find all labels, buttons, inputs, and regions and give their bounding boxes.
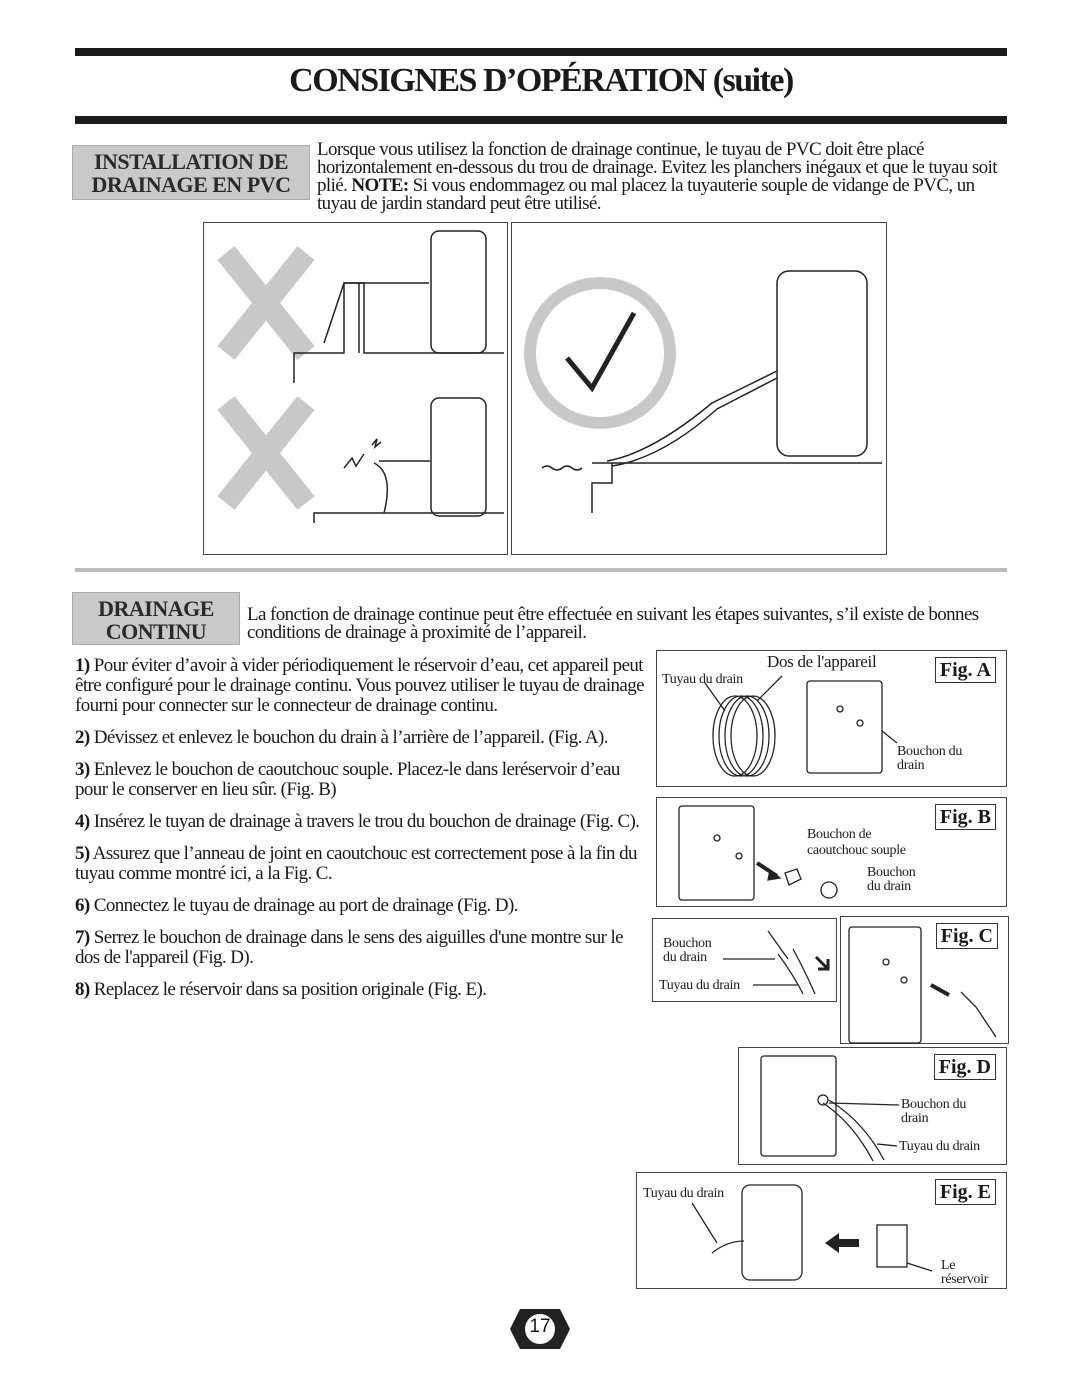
section-divider xyxy=(75,568,1007,572)
step-text: Replacez le réservoir dans sa position originale (Fig. E). xyxy=(89,979,487,1000)
step-text: Pour éviter d’avoir à vider périodiquement le réservoir d’eau, cet appareil peut être configuré pour le drainage continu. Vous pouvez utiliser le tuyau de drainage fourni pour connecter sur le connecteur de drainage continu. xyxy=(75,655,644,716)
fig-b-cao: Bouchon de xyxy=(807,827,872,842)
fig-a-label: Fig. A xyxy=(935,657,996,683)
fig-a-tuyau: Tuyau du drain xyxy=(662,672,743,687)
fig-b-label: Fig. B xyxy=(935,804,996,830)
fig-e-drawing xyxy=(637,1173,1006,1288)
fig-c-hose xyxy=(652,918,837,1002)
step-text: Connectez le tuyau de drainage au port de drainage (Fig. D). xyxy=(89,895,518,916)
fig-c xyxy=(840,916,1009,1044)
fig-b-bouchon: Bouchon xyxy=(867,865,916,880)
continu-heading-line1: DRAINAGE xyxy=(98,596,214,621)
step xyxy=(75,844,645,884)
fig-e-reservoir: Le xyxy=(941,1258,956,1273)
continu-intro: La fonction de drainage continue peut être effectuée en suivant les étapes suivantes, s’il existe de bonnes conditions de drainage à proximité de l’appareil. xyxy=(247,604,979,643)
fig-c-bouchon: Bouchon xyxy=(663,936,712,951)
fig-e-tuyau: Tuyau du drain xyxy=(643,1186,724,1201)
wrong-install-panel xyxy=(203,222,508,555)
pvc-heading xyxy=(72,145,310,200)
step-number: 4) xyxy=(75,811,90,832)
step-text: Insérez le tuyan de drainage à travers le trou du bouchon de drainage (Fig. C). xyxy=(89,811,640,832)
continu-heading xyxy=(72,592,240,645)
fig-b-cao-2: caoutchouc souple xyxy=(807,843,906,858)
fig-e-reservoir-2: réservoir xyxy=(941,1272,989,1287)
step xyxy=(75,896,645,916)
step xyxy=(75,656,645,716)
note-label: NOTE: xyxy=(351,175,409,196)
fig-d-drawing xyxy=(739,1048,1006,1164)
fig-d-bouchon-2: drain xyxy=(901,1111,929,1126)
pvc-paragraph xyxy=(317,141,1007,213)
fig-e xyxy=(636,1172,1007,1289)
step-number: 5) xyxy=(75,843,90,864)
fig-a-bouchon-2: drain xyxy=(897,758,925,773)
fig-a-drawing xyxy=(657,651,1006,786)
fig-b xyxy=(656,797,1007,907)
step-text: Assurez que l’anneau de joint en caoutchouc est correctement pose à la fin du tuyau comme montré ici, a la Fig. C. xyxy=(75,843,637,884)
top-rule xyxy=(75,48,1007,56)
fig-b-bouchon-2: du drain xyxy=(867,879,911,894)
step-text: Dévissez et enlevez le bouchon du drain à l’arrière de l’appareil. (Fig. A). xyxy=(89,727,608,748)
step-number: 2) xyxy=(75,727,90,748)
fig-c-label: Fig. C xyxy=(936,923,998,949)
correct-install-panel xyxy=(511,222,887,555)
step-number: 6) xyxy=(75,895,90,916)
wrong-install-illustration xyxy=(204,223,507,554)
fig-a-dos: Dos de l'appareil xyxy=(767,652,877,671)
fig-d xyxy=(738,1047,1007,1165)
step-number: 7) xyxy=(75,927,90,948)
fig-d-tuyau: Tuyau du drain xyxy=(899,1139,980,1154)
continu-heading-line2: CONTINU xyxy=(105,619,207,644)
step-number: 3) xyxy=(75,759,90,780)
step xyxy=(75,928,645,968)
step xyxy=(75,760,645,800)
fig-d-bouchon: Bouchon du xyxy=(901,1097,967,1112)
page-title: CONSIGNES D’OPÉRATION (suite) xyxy=(289,62,793,99)
step-text: Serrez le bouchon de drainage dans le sens des aiguilles d'une montre sur le dos de l'appareil (Fig. D). xyxy=(75,927,624,968)
pvc-note-text: Si vous endommagez ou mal placez la tuyauterie souple de vidange de PVC, un tuyau de jardin standard peut être utilisé. xyxy=(317,175,975,214)
steps-list xyxy=(75,656,645,1012)
correct-install-illustration xyxy=(512,223,886,554)
fig-c-bouchon-2: du drain xyxy=(663,950,707,965)
fig-c-hose-drawing xyxy=(653,919,836,1001)
fig-b-drawing xyxy=(657,798,1006,906)
step xyxy=(75,812,645,832)
step-number: 8) xyxy=(75,979,90,1000)
pvc-heading-line1: INSTALLATION DE xyxy=(93,149,288,174)
title-rule xyxy=(75,116,1007,124)
pvc-text: Lorsque vous utilisez la fonction de drainage continue, le tuyau de PVC doit être placé horizontalement en-dessous du trou de drainage. Evitez les planchers inégaux et que le tuyau soit plié. xyxy=(317,139,997,196)
page-number: 17 xyxy=(529,1316,551,1337)
step xyxy=(75,980,645,1000)
step xyxy=(75,728,645,748)
fig-d-label: Fig. D xyxy=(934,1054,996,1080)
fig-a-bouchon: Bouchon du xyxy=(897,744,963,759)
fig-a xyxy=(656,650,1007,787)
pvc-heading-line2: DRAINAGE EN PVC xyxy=(91,172,291,197)
fig-c-unit-drawing xyxy=(841,917,1008,1043)
step-text: Enlevez le bouchon de caoutchouc souple. Placez-le dans leréservoir d’eau pour le conserver en lieu sûr. (Fig. B) xyxy=(75,759,620,800)
fig-c-tuyau: Tuyau du drain xyxy=(659,978,740,993)
step-number: 1) xyxy=(75,655,90,676)
fig-e-label: Fig. E xyxy=(935,1179,996,1205)
